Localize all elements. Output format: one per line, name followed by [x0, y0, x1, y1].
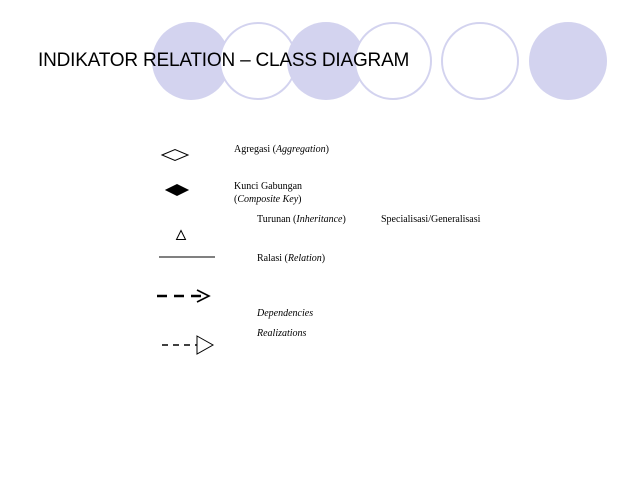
aggregation-label-open: ( — [272, 144, 276, 155]
relation-label-close: ) — [321, 253, 326, 264]
relation-label-term: Relation — [287, 253, 322, 264]
aggregation-label-text: Agregasi — [234, 144, 271, 155]
filled-diamond-icon — [164, 183, 190, 197]
inheritance-label-open: ( — [293, 214, 297, 225]
relation-label-text: Ralasi — [257, 253, 282, 264]
aggregation-label-term: Aggregation — [275, 144, 326, 155]
dashed-open-arrow-icon — [155, 288, 215, 304]
dependencies-label: Dependencies — [257, 308, 314, 319]
solid-line-icon — [158, 254, 216, 260]
decorative-circle-6 — [529, 22, 607, 100]
aggregation-label-close: ) — [325, 144, 329, 155]
inheritance-label-term: Inheritance — [296, 214, 343, 225]
composite-label-term: Composite Key — [237, 194, 299, 205]
inheritance-label-close: ) — [342, 214, 346, 225]
relation-label-open: ( — [284, 253, 288, 264]
composite-label-close: ) — [298, 194, 302, 205]
composite-label-open: ( — [234, 194, 238, 205]
specialization-label: Specialisasi/Generalisasi — [381, 214, 481, 225]
relation-label — [257, 253, 325, 265]
decorative-circle-5 — [441, 22, 519, 100]
inheritance-label-text: Turunan — [257, 214, 291, 225]
composite-label-line1: Kunci Gabungan — [234, 181, 303, 192]
triangle-icon — [175, 229, 187, 241]
dashed-hollow-triangle-icon — [160, 334, 216, 356]
realizations-label: Realizations — [257, 328, 307, 339]
inheritance-label — [257, 214, 346, 226]
page-title: INDIKATOR RELATION – CLASS DIAGRAM — [38, 50, 410, 71]
aggregation-label — [234, 144, 329, 156]
composite-label-line2 — [234, 194, 302, 206]
hollow-diamond-icon — [160, 148, 190, 162]
